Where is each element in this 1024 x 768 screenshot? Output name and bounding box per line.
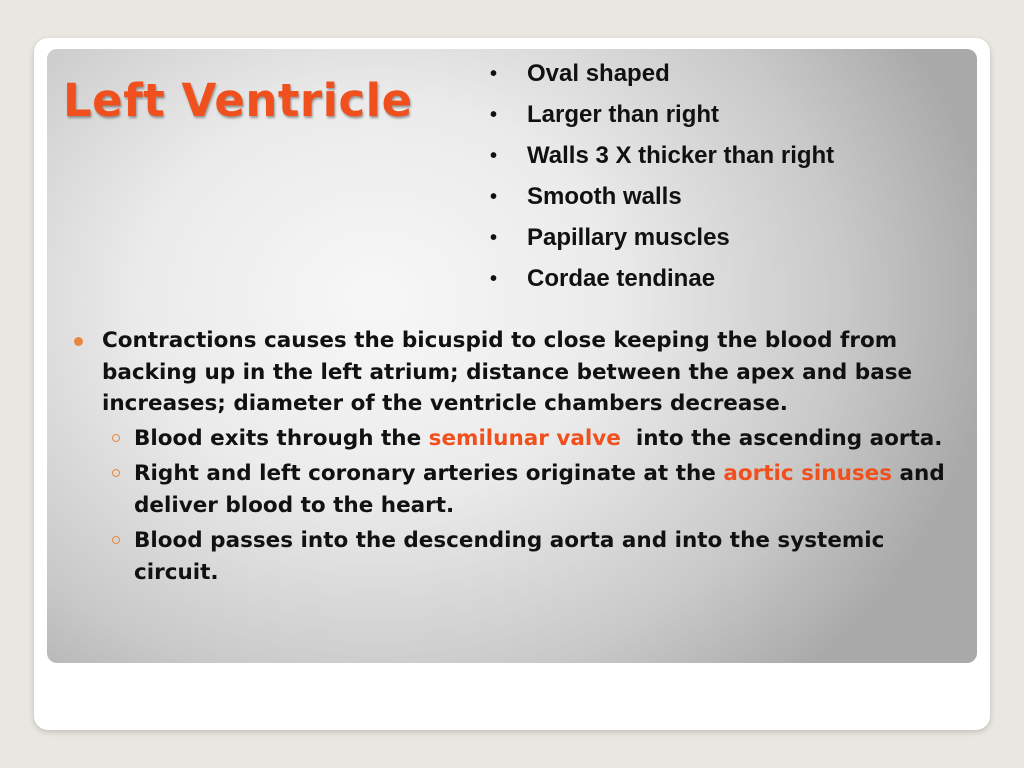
- sub-bullet-item: [102, 525, 962, 588]
- sub-bullet-text: Right and left coronary arteries originate at the: [134, 461, 724, 486]
- feature-item: [490, 137, 834, 178]
- main-bullet-list: [72, 325, 962, 592]
- feature-item: [490, 219, 834, 260]
- sub-bullet-item: [102, 458, 962, 521]
- bullet-icon: •: [490, 268, 498, 290]
- feature-text: Smooth walls: [527, 183, 682, 210]
- sub-bullet-text: Blood passes into the descending aorta and into the systemic circuit.: [134, 528, 885, 585]
- feature-text: Larger than right: [527, 101, 720, 128]
- feature-item: [490, 178, 834, 219]
- feature-text: Walls 3 X thicker than right: [527, 142, 835, 169]
- bullet-icon: •: [490, 104, 498, 126]
- feature-item: [490, 96, 834, 137]
- bullet-icon: •: [490, 63, 498, 85]
- highlighted-term: semilunar valve: [428, 425, 621, 451]
- feature-text: Papillary muscles: [527, 224, 730, 251]
- bullet-icon: •: [490, 186, 498, 208]
- feature-text: Oval shaped: [527, 60, 670, 87]
- bullet-icon: •: [490, 145, 498, 167]
- ring-bullet-icon: [112, 469, 120, 477]
- orange-dot-icon: [74, 337, 83, 346]
- sub-bullet-item: [102, 423, 962, 455]
- bullet-icon: •: [490, 227, 498, 249]
- slide-title: Left Ventricle: [63, 74, 413, 127]
- feature-item: [490, 55, 834, 96]
- ring-bullet-icon: [112, 536, 120, 544]
- sub-bullet-text: Blood exits through the: [134, 425, 429, 451]
- feature-list: [490, 55, 834, 301]
- highlighted-term: aortic sinuses: [723, 461, 893, 486]
- ring-bullet-icon: [112, 434, 120, 442]
- main-bullet-item: [72, 325, 962, 588]
- sub-bullet-list: [102, 423, 962, 589]
- sub-bullet-text: and deliver blood to the heart.: [134, 461, 945, 518]
- main-bullet-text: Contractions causes the bicuspid to close keeping the blood from backing up in the left atrium; distance between the apex and base increases; diameter of the ventricle chambers decrease.: [102, 328, 913, 416]
- feature-item: [490, 260, 834, 301]
- feature-text: Cordae tendinae: [527, 265, 716, 292]
- sub-bullet-text: into the ascending aorta.: [620, 425, 943, 451]
